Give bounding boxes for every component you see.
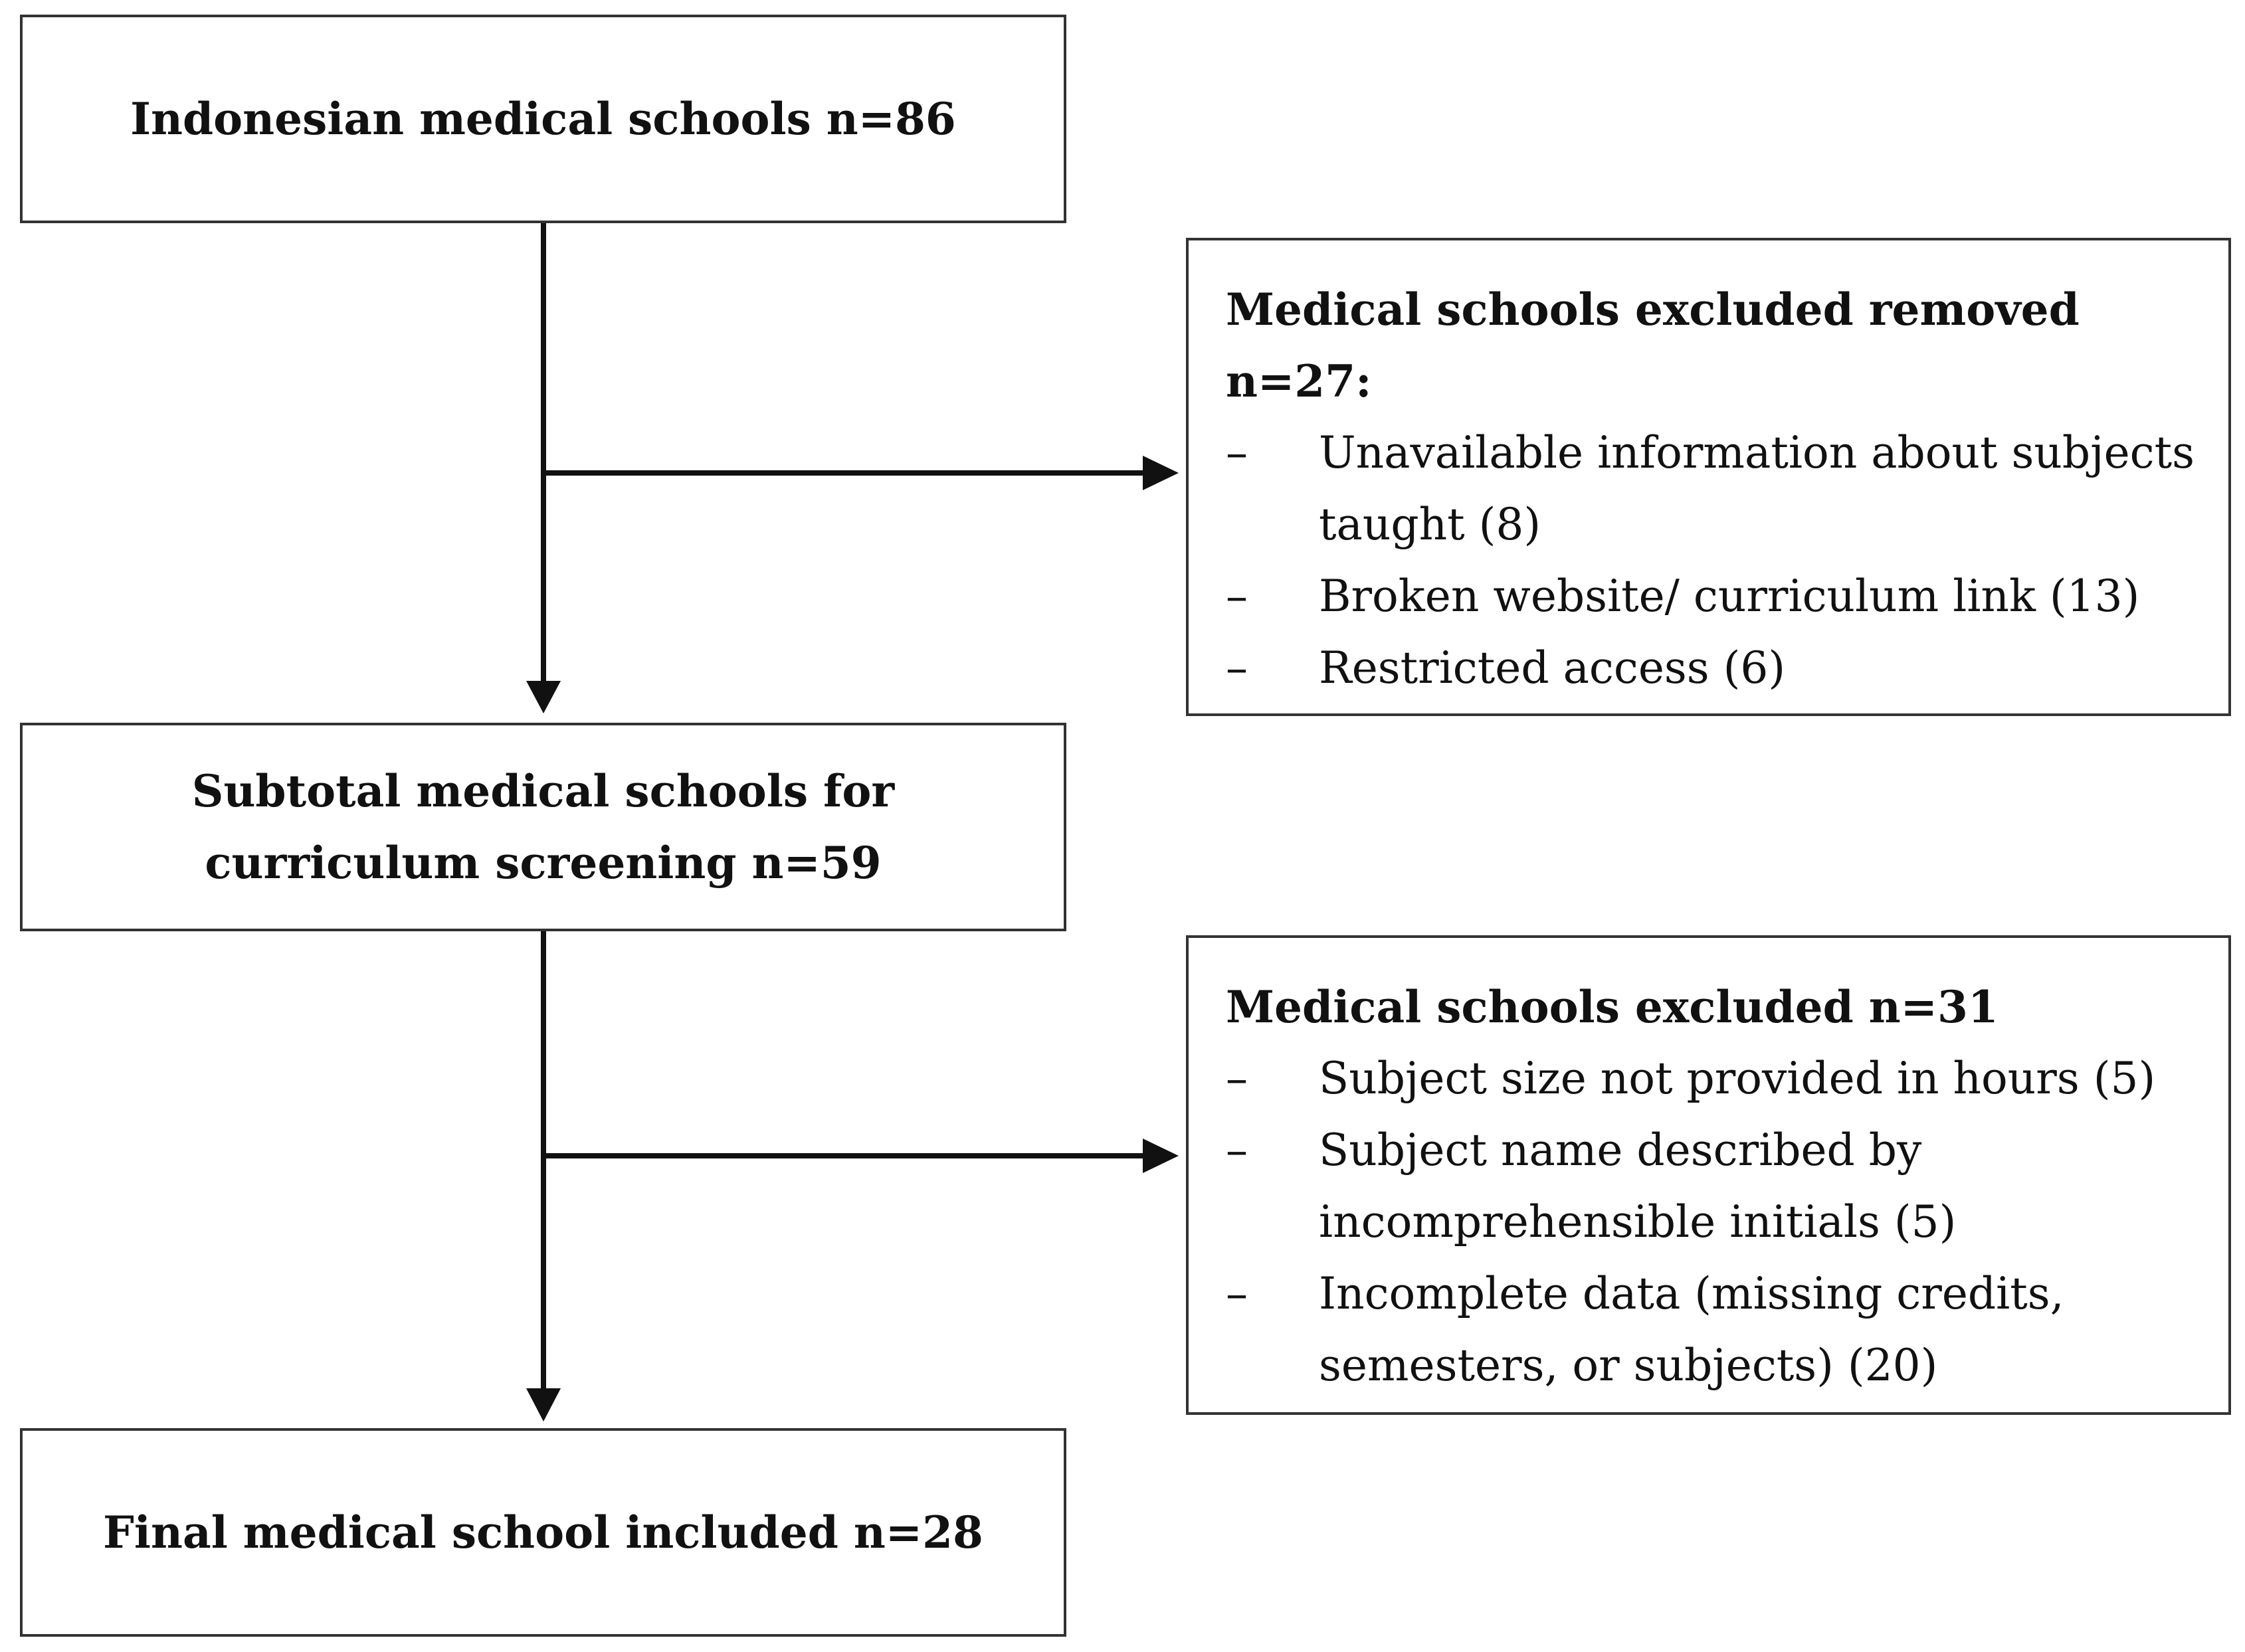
node-excluded-2: [1186, 935, 2231, 1415]
excluded-2-item-text: Subject name described by incomprehensible initials (5): [1319, 1125, 1957, 1247]
excluded-1-list: [1226, 417, 2202, 704]
arrowhead-branch-to-excluded1: [1143, 456, 1179, 490]
excluded-1-item-text: Restricted access (6): [1319, 642, 1786, 693]
list-item: [1226, 417, 2202, 561]
bullet-dash: –: [1226, 1053, 1248, 1104]
node-subtotal-line1: Subtotal medical schools for: [191, 765, 895, 817]
excluded-1-title-line2: n=27:: [1226, 355, 1372, 407]
excluded-1-item-text: Unavailable information about subjects taught (8): [1319, 427, 2195, 550]
node-final-label: Final medical school included n=28: [103, 1507, 983, 1558]
list-item: [1226, 1258, 2202, 1402]
node-start: [20, 15, 1066, 223]
excluded-2-item-text: Incomplete data (missing credits, semesters, or subjects) (20): [1319, 1268, 2064, 1391]
excluded-2-item-text: Subject size not provided in hours (5): [1319, 1053, 2156, 1104]
node-excluded-1: [1186, 238, 2231, 716]
list-item: [1226, 632, 2202, 704]
excluded-1-item-text: Broken website/ curriculum link (13): [1319, 571, 2140, 622]
bullet-dash: –: [1226, 642, 1248, 693]
list-item: [1226, 561, 2202, 632]
arrowhead-subtotal-to-final: [526, 1388, 561, 1422]
bullet-dash: –: [1226, 427, 1248, 478]
arrowhead-start-to-subtotal: [526, 681, 561, 713]
excluded-1-title-line1: Medical schools excluded removed: [1226, 284, 2080, 335]
list-item: [1226, 1043, 2202, 1115]
node-start-label: Indonesian medical schools n=86: [130, 93, 956, 145]
excluded-2-title: Medical schools excluded n=31: [1226, 981, 1999, 1033]
bullet-dash: –: [1226, 571, 1248, 622]
node-final: [20, 1428, 1066, 1637]
list-item: [1226, 1115, 2202, 1258]
excluded-2-list: [1226, 1043, 2202, 1402]
arrowhead-branch-to-excluded2: [1143, 1139, 1179, 1173]
bullet-dash: –: [1226, 1125, 1248, 1176]
node-subtotal-line2: curriculum screening n=59: [205, 837, 882, 889]
bullet-dash: –: [1226, 1268, 1248, 1319]
node-subtotal: [20, 723, 1066, 931]
